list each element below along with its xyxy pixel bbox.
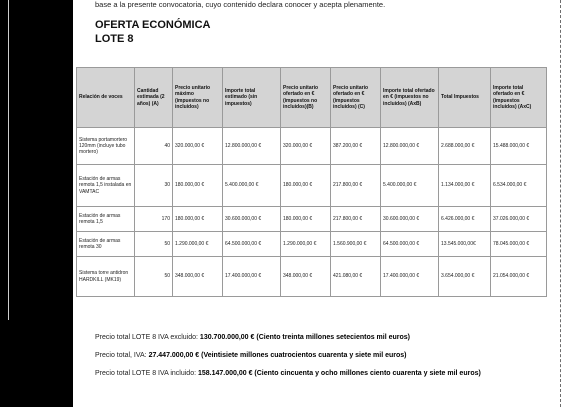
cell-description: Estación de armas remota 30 xyxy=(77,232,135,257)
cell-offered-total-tax: 6.534.000,00 € xyxy=(491,165,547,207)
cell-offered-total: 5.400.000,00 € xyxy=(381,165,439,207)
cell-description: Sistema torre antidron HARDKILL (MK19) xyxy=(77,257,135,297)
cell-total-taxes: 2.688.000,00 € xyxy=(439,128,491,165)
header-cell: Importe total ofertado en € (impuestos incluidos) (AxC) xyxy=(491,68,547,128)
cell-estimated-total: 12.800.000,00 € xyxy=(223,128,281,165)
cell-offered-unit-price-tax: 421.080,00 € xyxy=(331,257,381,297)
table-row xyxy=(77,207,547,232)
cell-description: Sistema portamortero 120mm (incluye tubo mortero) xyxy=(77,128,135,165)
header-cell: Precio unitario ofertado en € (impuestos incluidos) (C) xyxy=(331,68,381,128)
cell-quantity: 40 xyxy=(135,128,173,165)
cell-total-taxes: 6.426.000,00 € xyxy=(439,207,491,232)
cell-quantity: 170 xyxy=(135,207,173,232)
header-cell: Relación de voces xyxy=(77,68,135,128)
cell-offered-total: 12.800.000,00 € xyxy=(381,128,439,165)
total-incl-vat-line xyxy=(95,369,535,378)
cell-offered-total-tax: 37.026.000,00 € xyxy=(491,207,547,232)
cell-max-unit-price: 180.000,00 € xyxy=(173,207,223,232)
cell-offered-total-tax: 21.054.000,00 € xyxy=(491,257,547,297)
cell-offered-total-tax: 78.045.000,00 € xyxy=(491,232,547,257)
cell-max-unit-price: 320.000,00 € xyxy=(173,128,223,165)
page-right-border xyxy=(560,0,562,407)
offer-table xyxy=(76,67,547,297)
total-excl-vat-value: 130.700.000,00 € (Ciento treinta millones setecientos mil euros) xyxy=(199,334,411,341)
total-incl-vat-label: Precio total LOTE 8 IVA incluido: xyxy=(95,370,198,377)
left-margin-line xyxy=(8,0,9,320)
vat-line xyxy=(95,351,407,360)
total-incl-vat-value: 158.147.000,00 € (Ciento cincuenta y ocho millones ciento cuarenta y siete mil euros) xyxy=(197,370,481,377)
cell-offered-unit-price: 180.000,00 € xyxy=(281,207,331,232)
table-row xyxy=(77,232,547,257)
lot-heading: LOTE 8 xyxy=(95,33,134,45)
cell-offered-unit-price: 1.290.000,00 € xyxy=(281,232,331,257)
cell-offered-total-tax: 15.488.000,00 € xyxy=(491,128,547,165)
cell-quantity: 30 xyxy=(135,165,173,207)
cell-quantity: 50 xyxy=(135,232,173,257)
vat-value: 27.447.000,00 € (Veintisiete millones cuatrocientos cuarenta y siete mil euros) xyxy=(148,352,407,359)
total-excl-vat-line xyxy=(95,333,410,342)
header-cell: Importe total estimado (sin impuestos) xyxy=(223,68,281,128)
cell-description: Estación de armas remota 1,5 instalada en VAMTAC xyxy=(77,165,135,207)
header-cell: Total Impuestos xyxy=(439,68,491,128)
table-row xyxy=(77,257,547,297)
cell-max-unit-price: 348.000,00 € xyxy=(173,257,223,297)
header-cell: Importe total ofertado en € (impuestos no incluidos) (AxB) xyxy=(381,68,439,128)
cell-offered-unit-price: 348.000,00 € xyxy=(281,257,331,297)
cell-offered-total: 30.600.000,00 € xyxy=(381,207,439,232)
table-row xyxy=(77,165,547,207)
cell-quantity: 50 xyxy=(135,257,173,297)
cell-offered-unit-price-tax: 387.200,00 € xyxy=(331,128,381,165)
cell-estimated-total: 30.600.000,00 € xyxy=(223,207,281,232)
document-page xyxy=(73,0,555,407)
vat-label: Precio total, IVA: xyxy=(95,352,149,359)
left-margin-bar xyxy=(0,0,73,407)
total-excl-vat-label: Precio total LOTE 8 IVA excluido: xyxy=(95,334,200,341)
cell-total-taxes: 1.134.000,00 € xyxy=(439,165,491,207)
intro-text: base a la presente convocatoria, cuyo contenido declara conocer y acepta plenamente. xyxy=(95,0,386,9)
cell-max-unit-price: 180.000,00 € xyxy=(173,165,223,207)
cell-offered-unit-price-tax: 217.800,00 € xyxy=(331,207,381,232)
table-header-row xyxy=(77,68,547,128)
cell-total-taxes: 3.654.000,00 € xyxy=(439,257,491,297)
cell-estimated-total: 64.500.000,00 € xyxy=(223,232,281,257)
cell-offered-unit-price-tax: 1.560.900,00 € xyxy=(331,232,381,257)
cell-offered-unit-price: 180.000,00 € xyxy=(281,165,331,207)
table-row xyxy=(77,128,547,165)
offer-heading: OFERTA ECONÓMICA xyxy=(95,19,211,31)
cell-max-unit-price: 1.290.000,00 € xyxy=(173,232,223,257)
cell-offered-total: 17.400.000,00 € xyxy=(381,257,439,297)
cell-description: Estación de armas remota 1,5 xyxy=(77,207,135,232)
cell-total-taxes: 13.545.000,00€ xyxy=(439,232,491,257)
header-cell: Precio unitario máximo (impuestos no incluidos) xyxy=(173,68,223,128)
cell-estimated-total: 17.400.000,00 € xyxy=(223,257,281,297)
cell-offered-unit-price: 320.000,00 € xyxy=(281,128,331,165)
header-cell: Cantidad estimada (2 años) (A) xyxy=(135,68,173,128)
cell-offered-total: 64.500.000,00 € xyxy=(381,232,439,257)
cell-estimated-total: 5.400.000,00 € xyxy=(223,165,281,207)
header-cell: Precio unitario ofertado en € (impuestos no incluidos)(B) xyxy=(281,68,331,128)
cell-offered-unit-price-tax: 217.800,00 € xyxy=(331,165,381,207)
